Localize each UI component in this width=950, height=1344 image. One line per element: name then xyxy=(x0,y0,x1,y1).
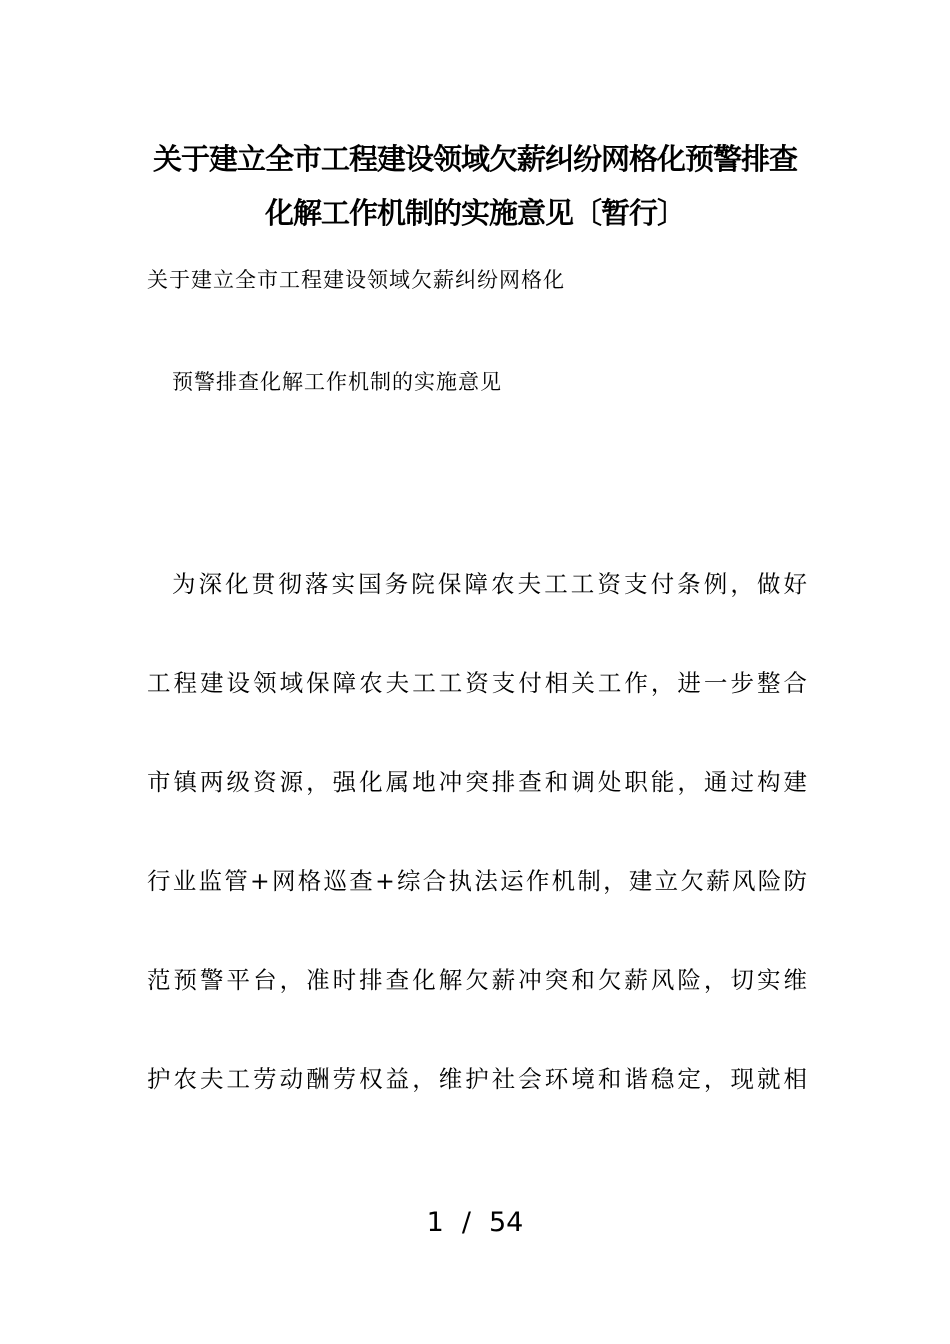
document-subtitle-line-1: 关于建立全市工程建设领域欠薪纠纷网格化 xyxy=(147,268,565,292)
document-subtitle-line-2: 预警排查化解工作机制的实施意见 xyxy=(172,370,502,394)
body-paragraph-line: 护农夫工劳动酬劳权益，维护社会环境和谐稳定，现就相 xyxy=(147,1065,807,1093)
body-paragraph-line: 范预警平台，准时排查化解欠薪冲突和欠薪风险，切实维 xyxy=(147,966,807,994)
page-number-separator: / xyxy=(461,1207,471,1238)
document-title-line-2: 化解工作机制的实施意见〔暂行〕 xyxy=(264,196,685,230)
current-page-number: 1 xyxy=(426,1207,444,1238)
body-paragraph-line: 行业监管+网格巡查+综合执法运作机制，建立欠薪风险防 xyxy=(147,867,807,895)
document-title-line-1: 关于建立全市工程建设领域欠薪纠纷网格化预警排查 xyxy=(152,142,797,176)
total-page-count: 54 xyxy=(488,1207,524,1238)
body-paragraph-line: 为深化贯彻落实国务院保障农夫工工资支付条例，做好 xyxy=(172,570,807,598)
body-paragraph-line: 市镇两级资源，强化属地冲突排查和调处职能，通过构建 xyxy=(147,768,807,796)
body-paragraph-line: 工程建设领域保障农夫工工资支付相关工作，进一步整合 xyxy=(147,669,807,697)
page-number xyxy=(0,1207,950,1238)
